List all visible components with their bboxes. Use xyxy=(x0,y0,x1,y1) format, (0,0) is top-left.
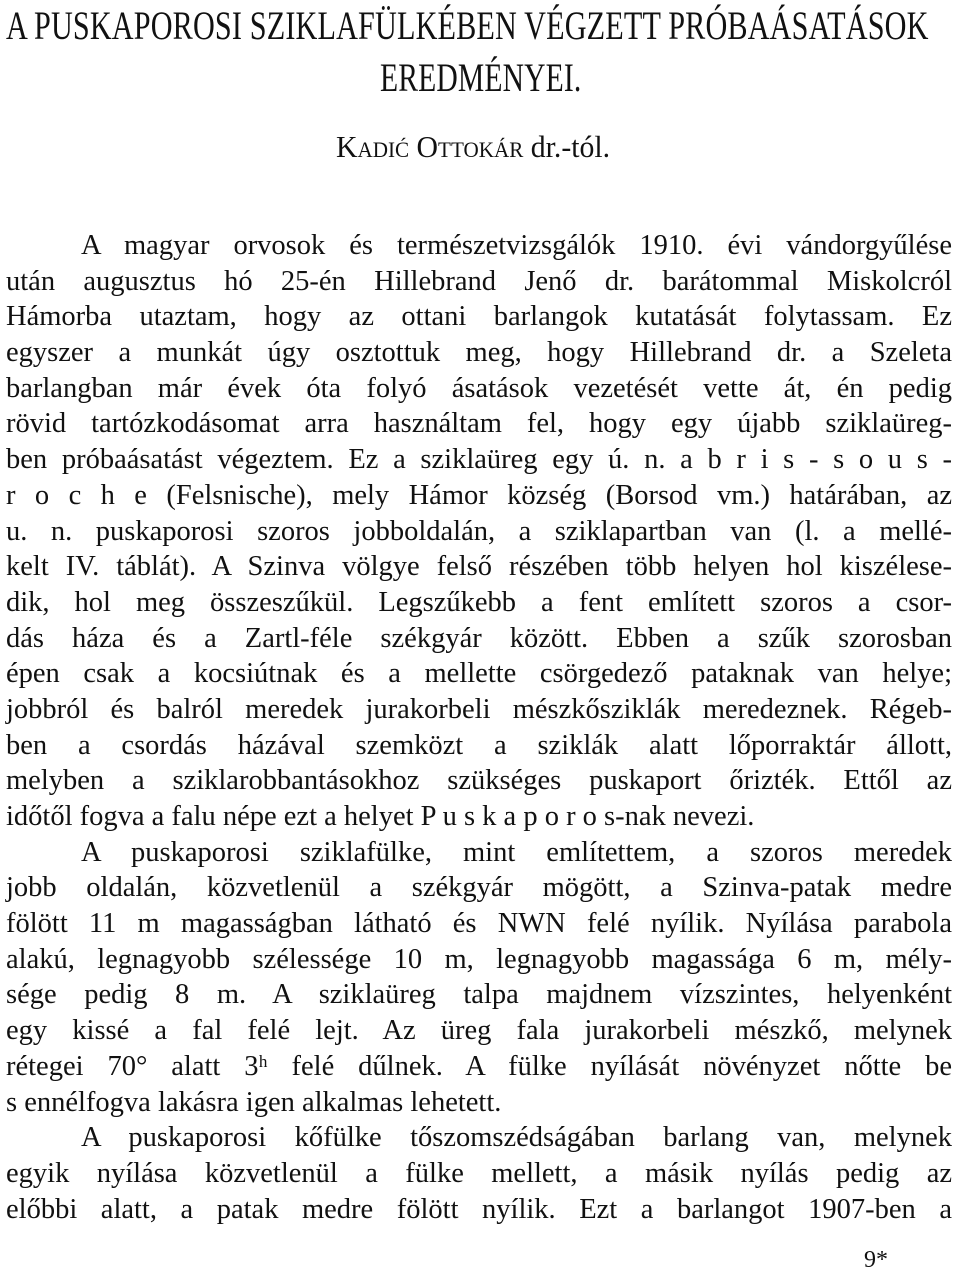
body-line: A magyar orvosok és természetvizsgálók 1910. évi vándorgyűlése xyxy=(81,230,952,261)
body-line: időtől fogva a falu népe ezt a helyet P u s k a p o r o s-nak nevezi. xyxy=(6,801,755,832)
author-byline xyxy=(336,130,610,164)
body-line: fölött 11 m magasságban látható és NWN felé nyílik. Nyílása parabola xyxy=(6,908,952,940)
article-body xyxy=(6,228,952,1227)
body-line: A puskaporosi sziklafülke, mint említettem, a szoros meredek xyxy=(81,836,952,868)
body-line: egyik nyílása közvetlenül a fülke mellett, a másik nyílás pedig az xyxy=(6,1157,952,1189)
body-line: sége pedig 8 m. A sziklaüreg talpa majdnem vízszintes, helyenként xyxy=(6,979,952,1011)
body-line: u. n. puskaporosi szoros jobboldalán, a sziklapartban van (l. a mellé- xyxy=(6,515,952,547)
article-title-line-2: EREDMÉNYEI. xyxy=(380,55,582,100)
body-line: épen csak a kocsiútnak és a mellette csörgedező pataknak van helye; xyxy=(6,658,952,690)
page-number: 9* xyxy=(864,1247,888,1273)
author-name: Kadić Ottokár xyxy=(336,129,524,164)
body-line: ben a csordás házával szemközt a sziklák alatt lőporraktár állott, xyxy=(6,729,952,761)
body-line: s ennélfogva lakásra igen alkalmas lehetett. xyxy=(6,1086,502,1118)
body-line: jobbról és balról meredek jurakorbeli mészkősziklák meredeznek. Régeb- xyxy=(6,693,952,725)
body-line: egyszer a munkát úgy osztottuk meg, hogy Hillebrand dr. a Szeleta xyxy=(6,337,952,369)
body-line: melyben a sziklarobbantásokhoz szükséges puskaport őrizték. Ettől az xyxy=(6,765,952,797)
body-line: előbbi alatt, a patak medre fölött nyílik. Ezt a barlangot 1907-ben a xyxy=(6,1193,952,1225)
body-line: r o c h e (Felsnische), mely Hámor község (Borsod vm.) határában, az xyxy=(6,479,952,511)
body-line: Hámorba utaztam, hogy az ottani barlangok kutatását folytassam. Ez xyxy=(6,301,952,333)
body-line: rövid tartózkodásomat arra használtam fel, hogy egy újabb sziklaüreg- xyxy=(6,408,952,440)
body-line: rétegei 70° alatt 3ʰ felé dűlnek. A fülke nyílását növényzet nőtte be xyxy=(6,1050,952,1082)
body-line: ben próbaásatást végeztem. Ez a sziklaüreg egy ú. n. a b r i s - s o u s - xyxy=(6,444,952,476)
body-line: dás háza és a Zartl-féle székgyár között. Ebben a szűk szorosban xyxy=(6,622,952,654)
article-title-line-1: A PUSKAPOROSI SZIKLAFÜLKÉBEN VÉGZETT PRÓBAÁSATÁSOK xyxy=(6,3,929,48)
body-line: A puskaporosi kőfülke tőszomszédságában barlang van, melynek xyxy=(81,1122,952,1154)
author-suffix: dr.-tól. xyxy=(523,129,611,164)
body-line: kelt IV. táblát). A Szinva völgye felső részében több helyen hol kiszélese- xyxy=(6,551,952,583)
body-line: egy kissé a fal felé lejt. Az üreg fala jurakorbeli mészkő, melynek xyxy=(6,1015,952,1047)
body-line: alakú, legnagyobb szélessége 10 m, legnagyobb magassága 6 m, mély- xyxy=(6,943,952,975)
body-line: jobb oldalán, közvetlenül a székgyár mögött, a Szinva-patak medre xyxy=(6,872,952,904)
body-line: után augusztus hó 25-én Hillebrand Jenő dr. barátommal Miskolcról xyxy=(6,265,952,297)
body-line: dik, hol meg összeszűkül. Legszűkebb a fent említett szoros a csor- xyxy=(6,586,952,618)
body-line: barlangban már évek óta folyó ásatások vezetését vette át, én pedig xyxy=(6,372,952,404)
